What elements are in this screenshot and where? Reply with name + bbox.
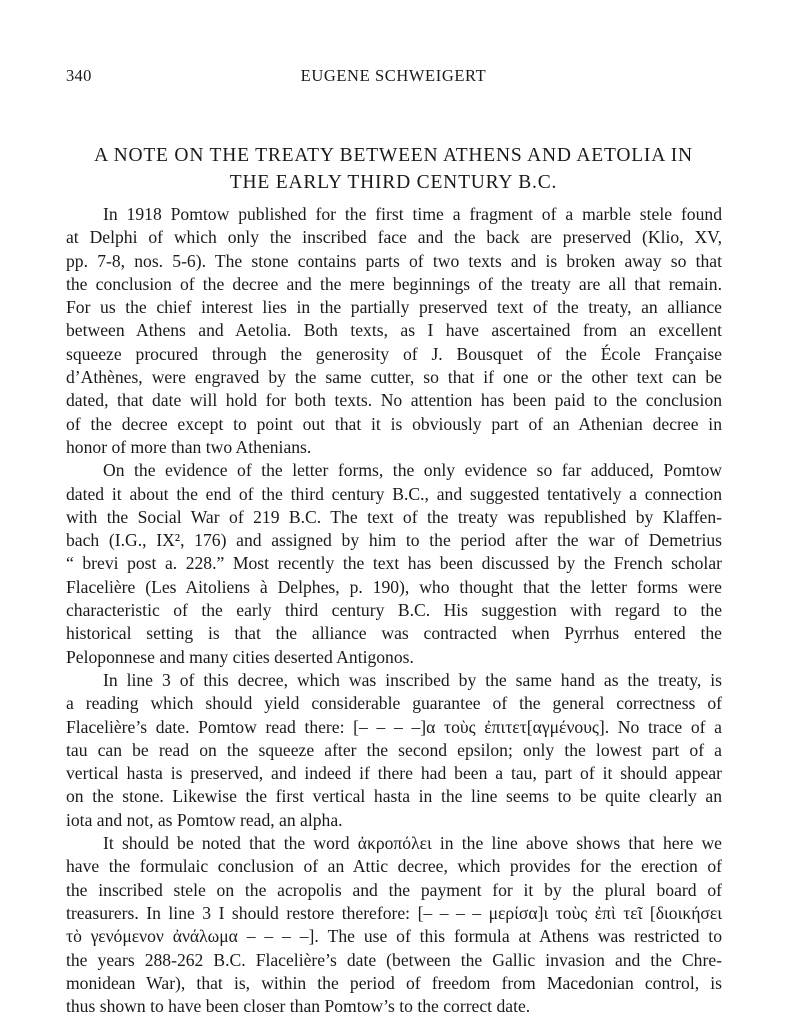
text-line: dated, that date will hold for both texts. No attention has been paid to the conclusion — [66, 390, 722, 411]
text-line: characteristic of the early third century B.C. His suggestion with regard to the — [66, 600, 722, 621]
article-title — [60, 142, 727, 196]
text-line: iota and not, as Pomtow read, an alpha. — [66, 809, 343, 830]
paragraph — [66, 459, 722, 669]
text-line: honor of more than two Athenians. — [66, 436, 312, 457]
text-line: thus shown to have been closer than Pomtow’s to the correct date. — [66, 996, 531, 1017]
running-head — [66, 66, 721, 90]
text-line: squeeze procured through the generosity of J. Bousquet of the École Française — [66, 343, 722, 364]
text-line: It should be noted that the word ἀκροπόλει in the line above shows that here we — [103, 833, 722, 854]
text-line: On the evidence of the letter forms, the only evidence so far adduced, Pomtow — [103, 460, 722, 481]
text-line: Peloponnese and many cities deserted Antigonos. — [66, 646, 414, 667]
text-line: “ brevi post a. 228.” Most recently the text has been discussed by the French scholar — [66, 553, 722, 574]
text-line: the inscribed stele on the acropolis and the payment for it by the plural board of — [66, 879, 722, 900]
text-line: tau can be read on the squeeze after the second epsilon; only the lowest part of a — [66, 739, 722, 760]
text-line: In line 3 of this decree, which was inscribed by the same hand as the treaty, is — [103, 669, 722, 690]
text-line: a reading which should yield considerable guarantee of the general correctness of — [66, 693, 722, 714]
article-body — [66, 203, 722, 1018]
text-line: of the decree except to point out that it is obviously part of an Athenian decree in — [66, 413, 722, 434]
article-title-line: THE EARLY THIRD CENTURY B.C. — [229, 172, 558, 193]
text-line: Flacelière (Les Aitoliens à Delphes, p. 190), who thought that the letter forms were — [66, 576, 722, 597]
text-line: the years 288-262 B.C. Flacelière’s date (between the Gallic invasion and the Chre- — [66, 949, 722, 970]
article-title-line: A NOTE ON THE TREATY BETWEEN ATHENS AND AETOLIA IN — [94, 145, 693, 166]
text-line: treasurers. In line 3 I should restore therefore: [– – – – μερίσα]ι τοὺς ἐπὶ τεῖ [διοικήσει — [66, 902, 722, 923]
text-line: monidean War), that is, within the period of freedom from Macedonian control, is — [66, 972, 722, 993]
text-line: with the Social War of 219 B.C. The text of the treaty was republished by Klaffen- — [66, 506, 722, 527]
text-line: In 1918 Pomtow published for the first time a fragment of a marble stele found — [103, 204, 722, 224]
paragraph — [66, 832, 722, 1018]
paragraph — [66, 203, 722, 459]
text-line: historical setting is that the alliance was contracted when Pyrrhus entered the — [66, 623, 722, 644]
text-line: have the formulaic conclusion of an Attic decree, which provides for the erection of — [66, 856, 722, 877]
text-line: on the stone. Likewise the first vertical hasta in the line seems to be quite clearly an — [66, 786, 722, 807]
text-line: the conclusion of the decree and the mere beginnings of the treaty are all that remain. — [66, 273, 722, 294]
text-line: τὸ γενόμενον ἀνάλωμα – – – –]. The use of this formula at Athens was restricted to — [66, 926, 722, 947]
text-line: pp. 7-8, nos. 5-6). The stone contains parts of two texts and is broken away so that — [66, 250, 722, 271]
text-line: vertical hasta is preserved, and indeed if there had been a tau, part of it should appear — [66, 763, 722, 784]
text-line: Flacelière’s date. Pomtow read there: [– – – –]α τοὺς ἐπιτετ[αγμένους]. No trace of a — [66, 716, 722, 737]
text-line: For us the chief interest lies in the partially preserved text of the treaty, an alliance — [66, 297, 722, 318]
page-number: 340 — [66, 66, 92, 85]
text-line: bach (I.G., IX², 176) and assigned by him to the period after the war of Demetrius — [66, 530, 722, 551]
paragraph — [66, 669, 722, 832]
text-line: between Athens and Aetolia. Both texts, as I have ascertained from an excellent — [66, 320, 722, 341]
text-line: dated it about the end of the third century B.C., and suggested tentatively a connection — [66, 483, 722, 504]
text-line: d’Athènes, were engraved by the same cutter, so that if one or the other text can be — [66, 367, 722, 388]
text-line: at Delphi of which only the inscribed face and the back are preserved (Klio, XV, — [66, 227, 722, 248]
running-head-author: EUGENE SCHWEIGERT — [300, 66, 487, 85]
